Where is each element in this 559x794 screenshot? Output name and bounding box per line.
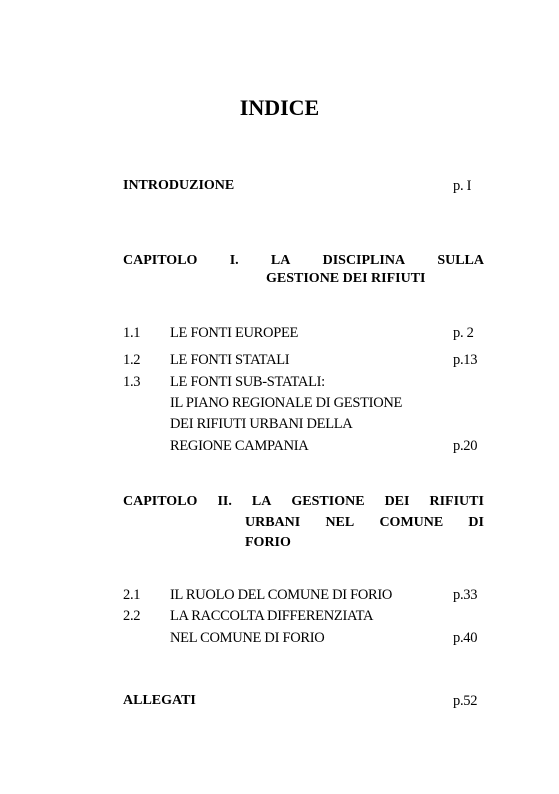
item-page: p. 2 [453,325,474,341]
allegati-label: ALLEGATI [123,693,196,708]
item-number: 1.3 [123,374,141,390]
chapter2-heading-line3: FORIO [245,535,291,550]
chapter2-word: GESTIONE [291,494,365,509]
chapter1-word: DISCIPLINA [322,253,406,268]
chapter1-word: CAPITOLO [123,253,198,268]
chapter2-heading-line1 [123,494,484,510]
chapter1-word: SULLA [437,253,484,268]
item-text-line: LE FONTI SUB-STATALI: [170,374,325,390]
chapter2-word: NEL [325,515,355,530]
item-number: 1.2 [123,352,141,368]
chapter2-word: CAPITOLO [123,494,198,509]
item-text-line: IL PIANO REGIONALE DI GESTIONE [170,395,403,411]
item-number: 1.1 [123,325,141,341]
intro-label: INTRODUZIONE [123,178,235,193]
item-number: 2.1 [123,587,141,603]
chapter2-word: DEI [384,494,410,509]
item-text-line: LA RACCOLTA DIFFERENZIATA [170,608,374,624]
chapter1-heading-line2: GESTIONE DEI RIFIUTI [266,271,426,286]
chapter1-word: LA [270,253,291,268]
item-page: p.40 [453,630,478,646]
item-number: 2.2 [123,608,141,624]
chapter2-heading-line2 [245,515,484,531]
item-page: p.33 [453,587,478,603]
chapter2-word: RIFIUTI [429,494,484,509]
item-text-line: REGIONE CAMPANIA [170,438,309,454]
item-text: LE FONTI STATALI [170,352,290,368]
chapter2-word: COMUNE [379,515,444,530]
chapter2-word: DI [468,515,484,530]
item-text-line: DEI RIFIUTI URBANI DELLA [170,416,353,432]
intro-page: p. I [453,178,472,194]
chapter2-word: URBANI [245,515,301,530]
item-page: p.13 [453,352,478,368]
item-text-line: NEL COMUNE DI FORIO [170,630,325,646]
chapter1-heading-line1 [123,253,484,269]
chapter1-word: I. [229,253,239,268]
page-title: INDICE [239,95,320,120]
item-text: IL RUOLO DEL COMUNE DI FORIO [170,587,393,603]
chapter2-word: II. [217,494,232,509]
item-text: LE FONTI EUROPEE [170,325,299,341]
chapter2-word: LA [251,494,272,509]
item-page: p.20 [453,438,478,454]
allegati-page: p.52 [453,693,478,709]
